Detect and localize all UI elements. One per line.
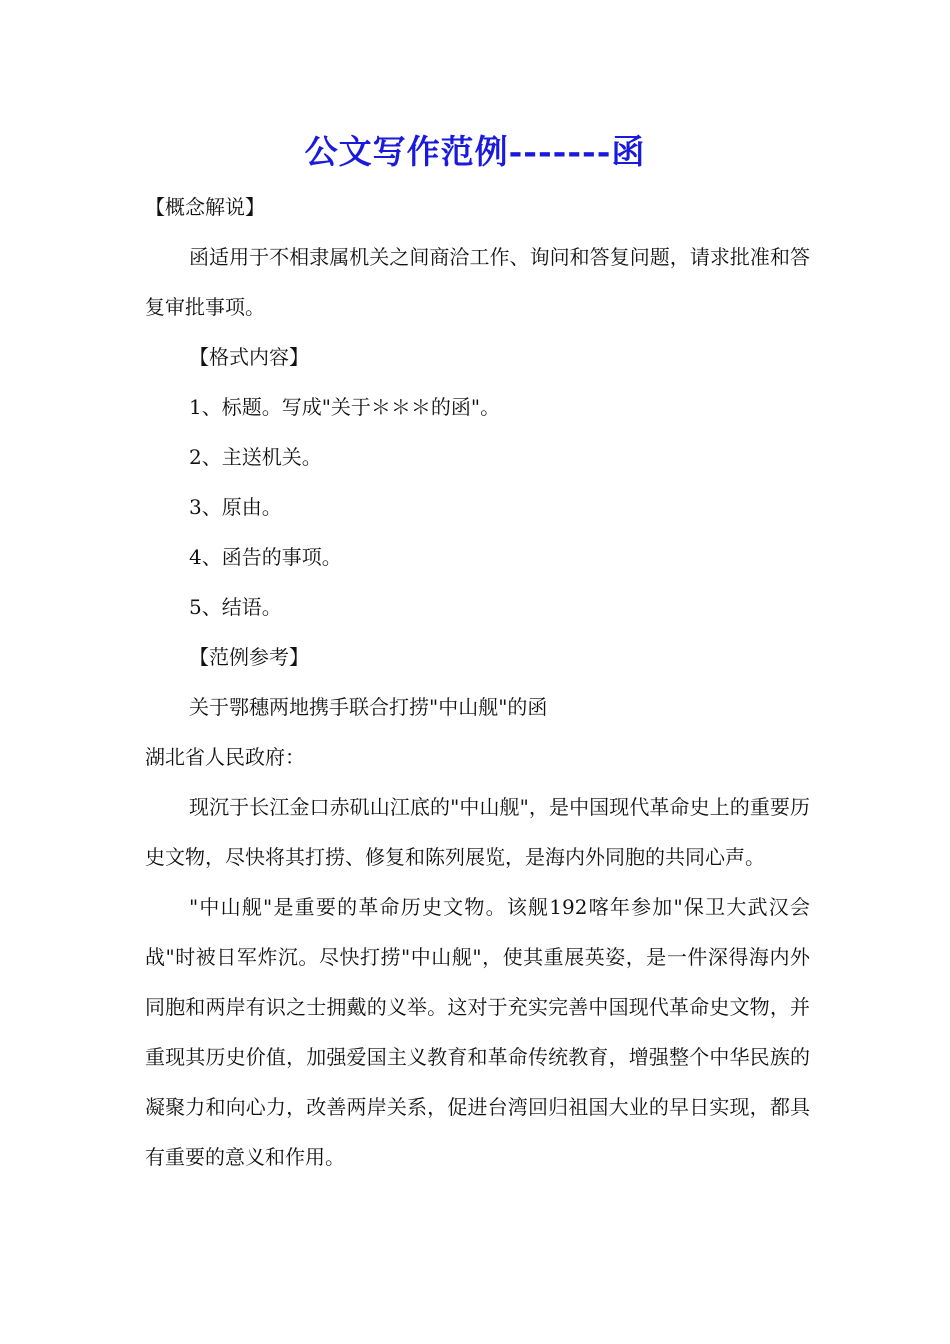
section-heading-format: 【格式内容】 [189, 345, 309, 369]
concept-paragraph: 函适用于不相隶属机关之间商洽工作、询问和答复问题，请求批准和答复审批事项。 [145, 245, 810, 319]
letter-paragraph: 现沉于长江金口赤矶山江底的"中山舰"，是中国现代革命史上的重要历史文物，尽快将其打捞、修复和陈列展览，是海内外同胞的共同心声。 [145, 795, 810, 869]
letter-paragraph: "中山舰"是重要的革命历史文物。该舰192喀年参加"保卫大武汉会战"时被日军炸沉。尽快打捞"中山舰"，使其重展英姿，是一件深得海内外同胞和两岸有识之士拥戴的义举。这对于充实完善中国现代革命史文物，并重现其历史价值，加强爱国主义教育和革命传统教育，增强整个中华民族的凝聚力和向心力，改善两岸关系，促进台湾回归祖国大业的早日实现，都具有重要的意义和作用。 [145, 895, 810, 1169]
document-title: 公文写作范例-------函 [304, 132, 646, 171]
document-body [145, 182, 810, 1182]
section-heading-concept: 【概念解说】 [145, 195, 265, 219]
format-item: 4、函告的事项。 [189, 545, 342, 569]
format-item: 1、标题。写成"关于＊＊＊的函"。 [189, 395, 501, 419]
format-item: 2、主送机关。 [189, 445, 322, 469]
section-heading-example: 【范例参考】 [189, 645, 309, 669]
letter-recipient: 湖北省人民政府： [145, 745, 305, 769]
format-item: 5、结语。 [189, 595, 282, 619]
example-title: 关于鄂穗两地携手联合打捞"中山舰"的函 [189, 695, 548, 719]
format-item: 3、原由。 [189, 495, 282, 519]
